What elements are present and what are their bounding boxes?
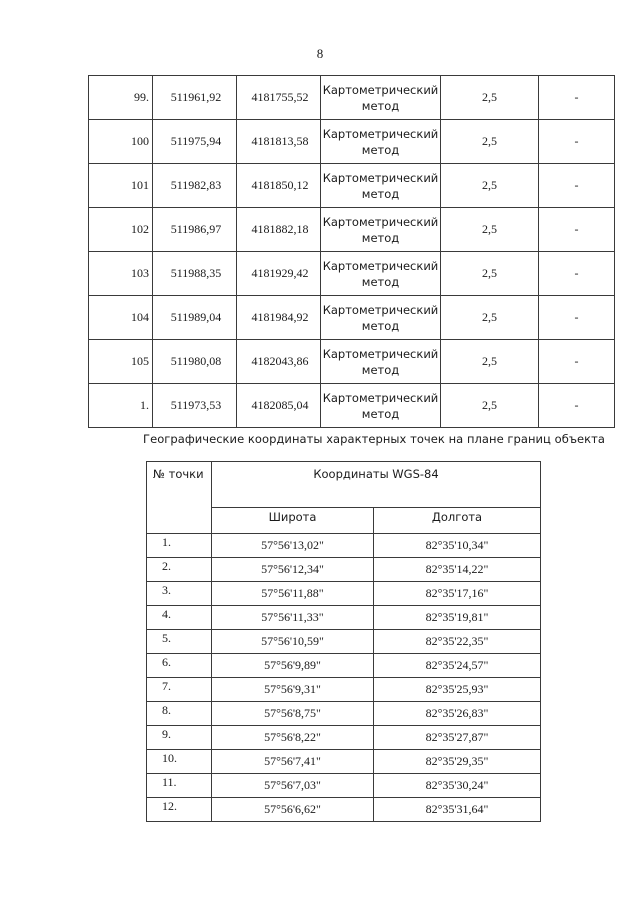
- y-coordinate-cell: 4182043,86: [237, 340, 321, 384]
- x-coordinate-cell: 511989,04: [153, 296, 237, 340]
- note-cell: -: [539, 252, 615, 296]
- x-coordinate-cell: 511961,92: [153, 76, 237, 120]
- table-row: [147, 774, 541, 798]
- boundary-points-table: [88, 75, 615, 428]
- method-line-2: метод: [361, 143, 400, 157]
- method-line-1: Картометрический: [322, 171, 439, 185]
- longitude-cell: 82°35'24,57": [374, 654, 541, 678]
- latitude-cell: 57°56'7,41": [212, 750, 374, 774]
- table-row: [89, 120, 615, 164]
- latitude-cell: 57°56'9,31": [212, 678, 374, 702]
- latitude-cell: 57°56'7,03": [212, 774, 374, 798]
- method-line-2: метод: [361, 407, 400, 421]
- accuracy-cell: 2,5: [441, 208, 539, 252]
- latitude-cell: 57°56'8,75": [212, 702, 374, 726]
- method-line-2: метод: [361, 275, 400, 289]
- longitude-cell: 82°35'26,83": [374, 702, 541, 726]
- point-number-cell: 1.: [147, 534, 212, 558]
- method-line-2: метод: [361, 99, 400, 113]
- method-line-1: Картометрический: [322, 347, 439, 361]
- method-line-2: метод: [361, 319, 400, 333]
- table-row: [89, 340, 615, 384]
- table-row: [147, 750, 541, 774]
- y-coordinate-cell: 4181755,52: [237, 76, 321, 120]
- method-line-1: Картометрический: [322, 391, 439, 405]
- x-coordinate-cell: 511986,97: [153, 208, 237, 252]
- latitude-cell: 57°56'6,62": [212, 798, 374, 822]
- header-latitude: Широта: [212, 508, 374, 534]
- point-number-cell: 10.: [147, 750, 212, 774]
- note-cell: -: [539, 76, 615, 120]
- method-cell: [321, 76, 441, 120]
- latitude-cell: 57°56'9,89": [212, 654, 374, 678]
- method-line-1: Картометрический: [322, 83, 439, 97]
- table-row: [147, 558, 541, 582]
- method-line-1: Картометрический: [322, 303, 439, 317]
- point-number-cell: 101: [89, 164, 153, 208]
- note-cell: -: [539, 208, 615, 252]
- header-row: [147, 462, 541, 508]
- y-coordinate-cell: 4181984,92: [237, 296, 321, 340]
- accuracy-cell: 2,5: [441, 340, 539, 384]
- point-number-cell: 6.: [147, 654, 212, 678]
- point-number-cell: 2.: [147, 558, 212, 582]
- method-cell: [321, 252, 441, 296]
- table-row: [147, 678, 541, 702]
- longitude-cell: 82°35'14,22": [374, 558, 541, 582]
- table-row: [89, 164, 615, 208]
- table-row: [147, 702, 541, 726]
- wgs84-coordinates-table: [146, 461, 541, 822]
- point-number-cell: 3.: [147, 582, 212, 606]
- method-cell: [321, 164, 441, 208]
- method-line-2: метод: [361, 231, 400, 245]
- longitude-cell: 82°35'25,93": [374, 678, 541, 702]
- longitude-cell: 82°35'22,35": [374, 630, 541, 654]
- point-number-cell: 12.: [147, 798, 212, 822]
- table-row: [147, 798, 541, 822]
- latitude-cell: 57°56'12,34": [212, 558, 374, 582]
- longitude-cell: 82°35'30,24": [374, 774, 541, 798]
- header-point-number: № точки: [147, 462, 212, 534]
- accuracy-cell: 2,5: [441, 296, 539, 340]
- table-row: [147, 654, 541, 678]
- method-cell: [321, 384, 441, 428]
- x-coordinate-cell: 511988,35: [153, 252, 237, 296]
- y-coordinate-cell: 4181813,58: [237, 120, 321, 164]
- point-number-cell: 4.: [147, 606, 212, 630]
- point-number-cell: 99.: [89, 76, 153, 120]
- point-number-cell: 9.: [147, 726, 212, 750]
- accuracy-cell: 2,5: [441, 164, 539, 208]
- table-row: [147, 582, 541, 606]
- latitude-cell: 57°56'8,22": [212, 726, 374, 750]
- point-number-cell: 105: [89, 340, 153, 384]
- longitude-cell: 82°35'19,81": [374, 606, 541, 630]
- table-row: [89, 76, 615, 120]
- accuracy-cell: 2,5: [441, 76, 539, 120]
- page-number: 8: [316, 46, 324, 61]
- y-coordinate-cell: 4181929,42: [237, 252, 321, 296]
- x-coordinate-cell: 511973,53: [153, 384, 237, 428]
- note-cell: -: [539, 384, 615, 428]
- point-number-cell: 102: [89, 208, 153, 252]
- note-cell: -: [539, 296, 615, 340]
- point-number-cell: 5.: [147, 630, 212, 654]
- x-coordinate-cell: 511982,83: [153, 164, 237, 208]
- method-line-1: Картометрический: [322, 127, 439, 141]
- table-caption: Географические координаты характерных точек на плане границ объекта: [143, 432, 606, 446]
- header-longitude: Долгота: [374, 508, 541, 534]
- y-coordinate-cell: 4181850,12: [237, 164, 321, 208]
- point-number-cell: 100: [89, 120, 153, 164]
- y-coordinate-cell: 4181882,18: [237, 208, 321, 252]
- point-number-cell: 103: [89, 252, 153, 296]
- table-row: [89, 296, 615, 340]
- longitude-cell: 82°35'27,87": [374, 726, 541, 750]
- method-cell: [321, 120, 441, 164]
- point-number-cell: 11.: [147, 774, 212, 798]
- method-line-1: Картометрический: [322, 259, 439, 273]
- longitude-cell: 82°35'29,35": [374, 750, 541, 774]
- point-number-cell: 8.: [147, 702, 212, 726]
- x-coordinate-cell: 511975,94: [153, 120, 237, 164]
- accuracy-cell: 2,5: [441, 252, 539, 296]
- table-row: [147, 606, 541, 630]
- longitude-cell: 82°35'10,34": [374, 534, 541, 558]
- method-cell: [321, 208, 441, 252]
- table-row: [89, 384, 615, 428]
- note-cell: -: [539, 120, 615, 164]
- table-row: [147, 726, 541, 750]
- accuracy-cell: 2,5: [441, 120, 539, 164]
- method-cell: [321, 296, 441, 340]
- method-line-1: Картометрический: [322, 215, 439, 229]
- latitude-cell: 57°56'10,59": [212, 630, 374, 654]
- point-number-cell: 7.: [147, 678, 212, 702]
- table-row: [89, 208, 615, 252]
- method-line-2: метод: [361, 363, 400, 377]
- longitude-cell: 82°35'31,64": [374, 798, 541, 822]
- longitude-cell: 82°35'17,16": [374, 582, 541, 606]
- note-cell: -: [539, 164, 615, 208]
- latitude-cell: 57°56'11,88": [212, 582, 374, 606]
- table-row: [147, 630, 541, 654]
- accuracy-cell: 2,5: [441, 384, 539, 428]
- latitude-cell: 57°56'13,02": [212, 534, 374, 558]
- x-coordinate-cell: 511980,08: [153, 340, 237, 384]
- method-cell: [321, 340, 441, 384]
- note-cell: -: [539, 340, 615, 384]
- method-line-2: метод: [361, 187, 400, 201]
- table-row: [89, 252, 615, 296]
- header-coordinates: Координаты WGS-84: [212, 462, 541, 508]
- y-coordinate-cell: 4182085,04: [237, 384, 321, 428]
- latitude-cell: 57°56'11,33": [212, 606, 374, 630]
- point-number-cell: 1.: [89, 384, 153, 428]
- table-row: [147, 534, 541, 558]
- point-number-cell: 104: [89, 296, 153, 340]
